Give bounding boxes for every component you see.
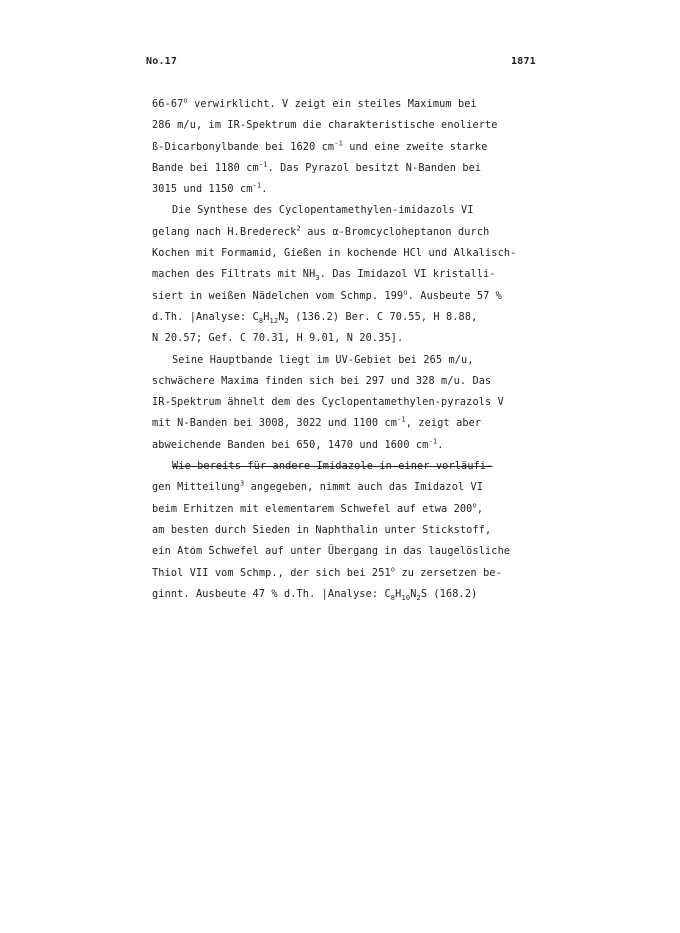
body-text	[152, 94, 542, 605]
superscript: -1	[428, 437, 438, 446]
superscript: -1	[397, 416, 406, 425]
text-line	[152, 350, 542, 371]
subscript: 2	[416, 593, 421, 602]
text-segment: verwirklicht. V zeigt ein steiles Maximum bei	[187, 99, 477, 110]
text-segment: .	[261, 184, 268, 196]
superscript: o	[390, 565, 396, 574]
text-segment: Wie bereits für andere Imidazole in einer vorläufi-	[172, 461, 493, 473]
text-segment: gelang nach H.Bredereck	[152, 226, 297, 238]
text-line	[152, 115, 542, 136]
text-line	[152, 435, 542, 456]
text-segment: d.Th. |Analyse: C	[152, 311, 259, 323]
text-segment: N	[410, 588, 417, 600]
text-line	[152, 200, 542, 221]
subscript: 2	[284, 317, 289, 325]
text-segment: H	[263, 311, 270, 323]
text-segment: N 20.57; Gef. C 70.31, H 9.01, N 20.35].	[152, 333, 404, 345]
text-line	[152, 520, 542, 541]
text-line	[152, 456, 542, 477]
text-segment: ein Atom Schwefel auf unter Übergang in das laugelösliche	[152, 546, 511, 558]
subscript: 8	[258, 317, 264, 325]
text-segment: und eine zweite starke	[342, 141, 488, 153]
superscript: o	[403, 288, 408, 297]
superscript: 3	[239, 479, 245, 488]
superscript: 2	[296, 224, 301, 233]
text-line	[152, 499, 542, 520]
text-segment: . Das Imidazol VI kristalli-	[319, 269, 496, 281]
text-line	[152, 328, 542, 349]
text-segment: S (168.2)	[420, 588, 478, 600]
text-segment: . Ausbeute 57 %	[407, 290, 502, 302]
text-segment: Die Synthese des Cyclopentamethylen-imidazols VI	[172, 205, 474, 217]
subscript: 8	[390, 593, 396, 602]
text-line	[152, 286, 542, 307]
text-line	[152, 392, 542, 413]
text-segment: Seine Hauptbande liegt im UV-Gebiet bei 265 m/u,	[172, 354, 474, 366]
text-line	[152, 243, 542, 264]
text-segment: gen Mitteilung	[152, 482, 240, 494]
text-segment: mit N-Banden bei 3008, 3022 und 1100 cm	[152, 418, 398, 430]
text-segment: . Das Pyrazol besitzt N-Banden bei	[267, 162, 482, 174]
text-segment: Thiol VII vom Schmp., der sich bei 251	[152, 567, 391, 579]
text-segment: 66-67	[152, 99, 184, 110]
text-line	[152, 413, 542, 434]
text-segment: IR-Spektrum ähnelt dem des Cyclopentamethylen-pyrazols V	[152, 397, 504, 409]
text-segment: .	[437, 439, 444, 451]
text-segment: ,	[476, 503, 484, 515]
text-line	[152, 541, 542, 562]
text-segment: ginnt. Ausbeute 47 % d.Th. |Analyse: C	[152, 588, 391, 600]
text-line	[152, 584, 542, 605]
subscript: 3	[315, 274, 320, 283]
text-segment: am besten durch Sieden in Naphthalin unter Stickstoff,	[152, 524, 492, 536]
text-segment: , zeigt aber	[405, 418, 482, 430]
journal-issue-label: No.17	[146, 56, 178, 67]
text-segment: 286 m/u, im IR-Spektrum die charakteristische enolierte	[152, 120, 498, 132]
text-line	[152, 563, 542, 584]
subscript: 10	[401, 593, 411, 602]
text-segment: aus α-Bromcycloheptanon durch	[300, 226, 490, 238]
text-line	[152, 371, 542, 392]
text-segment: N	[278, 311, 285, 323]
text-segment: siert in weißen Nädelchen vom Schmp. 199	[152, 290, 404, 302]
text-line	[152, 158, 542, 179]
text-segment: Kochen mit Formamid, Gießen in kochende HCl und Alkalisch-	[152, 248, 517, 260]
text-line	[152, 222, 542, 243]
superscript: -1	[252, 181, 262, 190]
text-segment: zu zersetzen be-	[395, 567, 502, 579]
text-line	[152, 137, 542, 158]
page-number: 1871	[511, 56, 536, 67]
superscript: -1	[334, 139, 343, 148]
text-segment: abweichende Banden bei 650, 1470 und 1600 cm	[152, 439, 429, 451]
text-segment: schwächere Maxima finden sich bei 297 und 328 m/u. Das	[152, 375, 492, 387]
text-segment: beim Erhitzen mit elementarem Schwefel auf etwa 200	[152, 503, 473, 515]
text-segment: ß-Dicarbonylbande bei 1620 cm	[152, 141, 335, 153]
text-segment: H	[395, 588, 402, 600]
text-segment: Bande bei 1180 cm	[152, 162, 259, 174]
text-line	[152, 307, 542, 328]
superscript: -1	[258, 160, 268, 169]
text-line	[152, 477, 542, 498]
text-segment: 3015 und 1150 cm	[152, 184, 253, 196]
text-line	[152, 179, 542, 200]
superscript: o	[183, 96, 188, 105]
text-segment: angegeben, nimmt auch das Imidazol VI	[244, 482, 484, 494]
text-segment: machen des Filtrats mit NH	[152, 269, 316, 281]
text-line	[152, 94, 542, 115]
subscript: 12	[269, 317, 279, 325]
text-segment: (136.2) Ber. C 70.55, H 8.88,	[288, 311, 478, 323]
text-line	[152, 264, 542, 285]
superscript: o	[472, 501, 477, 510]
